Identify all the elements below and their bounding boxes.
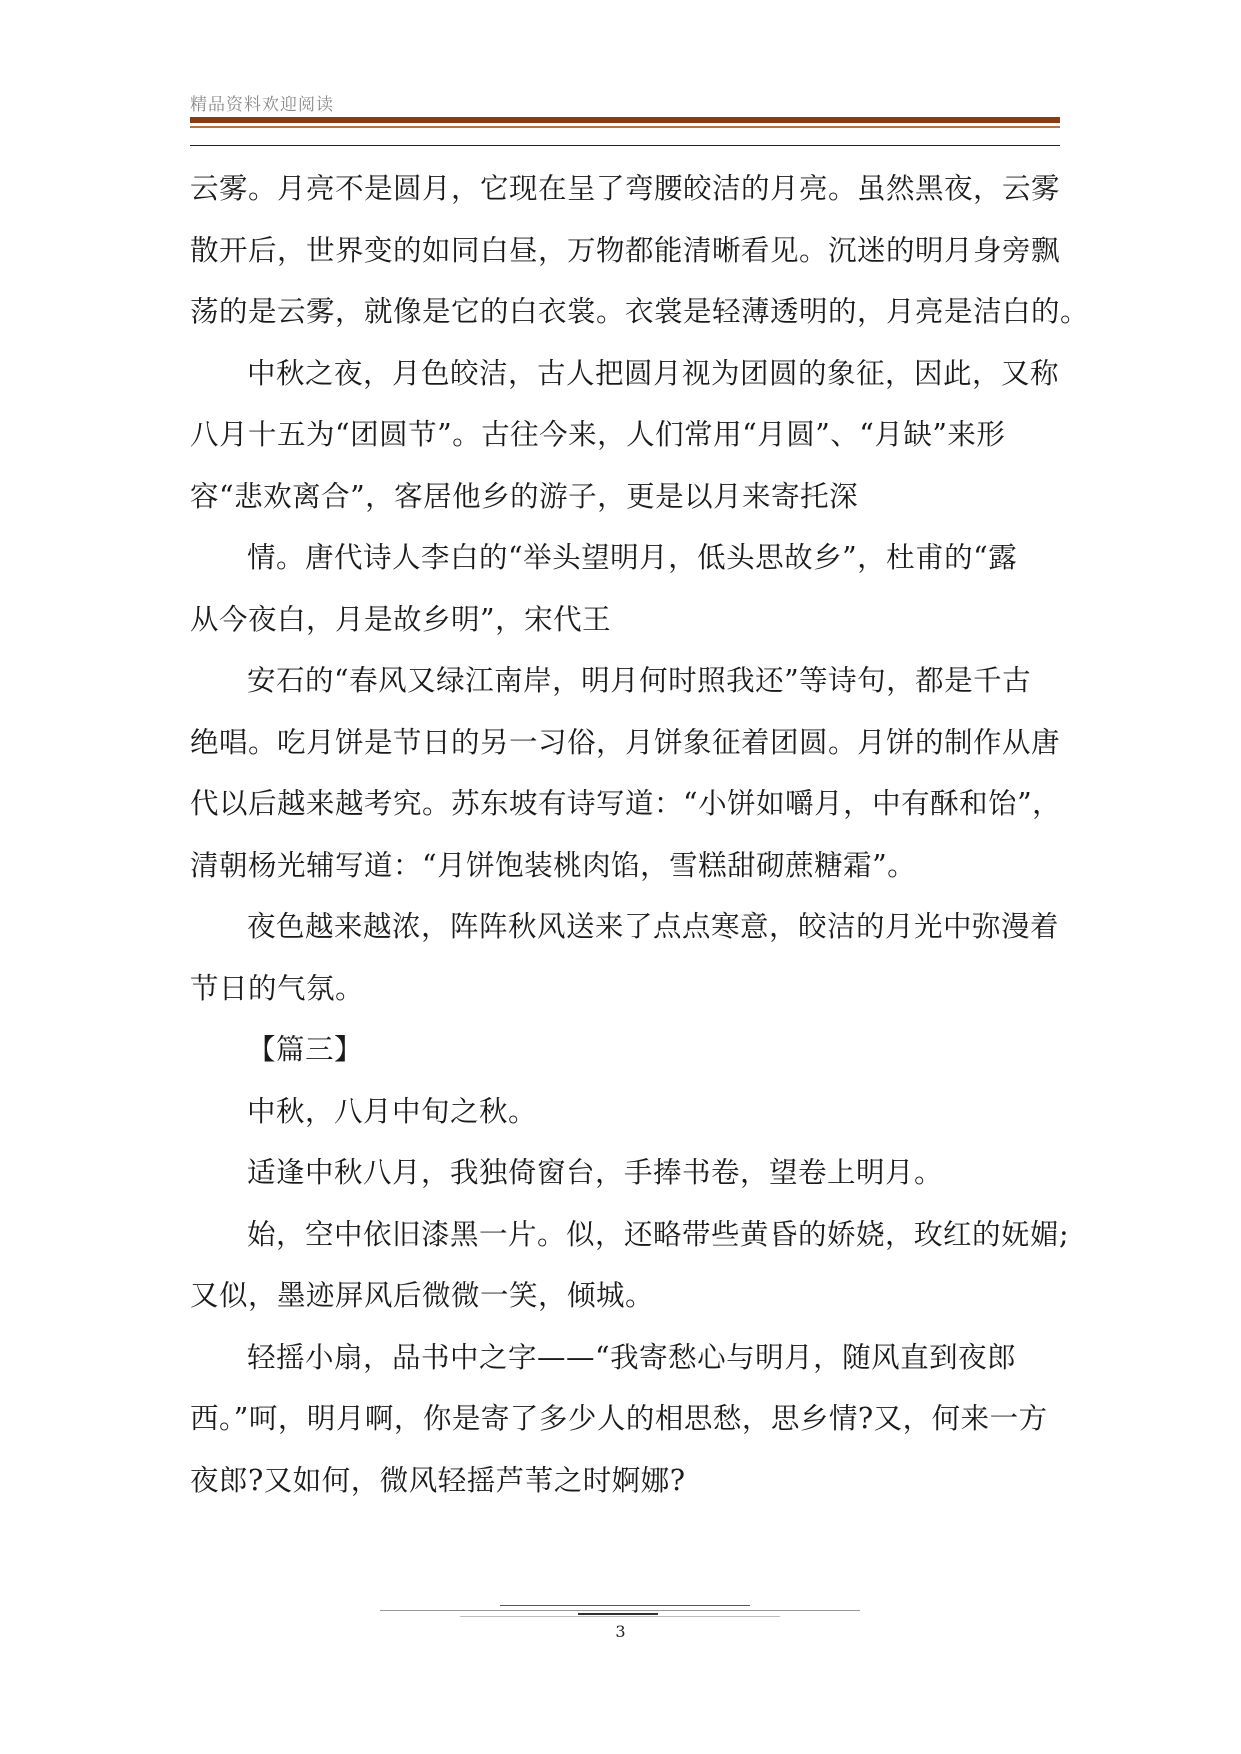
text-line: 代以后越来越考究。苏东坡有诗写道：“小饼如嚼月，中有酥和饴”， [190, 787, 1062, 820]
text-line: 云雾。月亮不是圆月，它现在呈了弯腰皎洁的月亮。虽然黑夜，云雾 [190, 172, 1061, 205]
header-rule-thick [190, 117, 1060, 123]
footer-rule [380, 1610, 860, 1611]
text-line: 荡的是云雾，就像是它的白衣裳。衣裳是轻薄透明的，月亮是洁白的。 [190, 295, 1090, 328]
text-line: 西。”呵，明月啊，你是寄了多少人的相思愁，思乡情?又，何来一方 [190, 1402, 1048, 1435]
text-line: 节日的气氛。 [190, 971, 365, 1005]
text-line: 中秋之夜，月色皎洁，古人把圆月视为团圆的象征，因此，又称 [247, 356, 1060, 390]
text-line: 轻摇小扇，品书中之字——“我寄愁心与明月，随风直到夜郎 [247, 1340, 1017, 1374]
text-line: 适逢中秋八月，我独倚窗台，手捧书卷，望卷上明月。 [247, 1156, 944, 1189]
text-line: 又似，墨迹屏风后微微一笑，倾城。 [190, 1279, 655, 1312]
footer-rule-short [500, 1605, 750, 1606]
text-line: 从今夜白，月是故乡明”，宋代王 [190, 602, 612, 636]
text-line: 清朝杨光辅写道：“月饼饱装桃肉馅，雪糕甜砌蔗糖霜”。 [190, 848, 917, 882]
text-line: 情。唐代诗人李白的“举头望明月，低头思故乡”，杜甫的“露 [247, 541, 1018, 574]
text-line: 散开后，世界变的如同白昼，万物都能清晰看见。沉迷的明月身旁飘 [190, 233, 1061, 267]
section-heading: 【篇三】 [247, 1033, 364, 1066]
text-line: 安石的“春风又绿江南岸，明月何时照我还”等诗句，都是千古 [247, 664, 1032, 697]
text-line: 始，空中依旧漆黑一片。似，还略带些黄昏的娇娆，玫红的妩媚; [247, 1217, 1070, 1251]
text-line: 夜郎?又如何，微风轻摇芦苇之时婀娜? [190, 1463, 686, 1497]
footer-rule-low [460, 1616, 780, 1617]
text-line: 容“悲欢离合”，客居他乡的游子，更是以月来寄托深 [190, 479, 859, 513]
header-rule-black [190, 145, 1060, 146]
footer-rule-center [578, 1613, 658, 1615]
page-number: 3 [615, 1622, 626, 1641]
text-line: 中秋，八月中旬之秋。 [247, 1094, 538, 1128]
document-body [190, 158, 1090, 1511]
header-rule-thin [190, 126, 1060, 128]
text-line: 绝唱。吃月饼是节日的另一习俗，月饼象征着团圆。月饼的制作从唐 [190, 725, 1061, 759]
text-line: 夜色越来越浓，阵阵秋风送来了点点寒意，皎洁的月光中弥漫着 [247, 910, 1060, 943]
text-line: 八月十五为“团圆节”。古往今来，人们常用“月圆”、“月缺”来形 [190, 418, 1006, 451]
header-title: 精品资料欢迎阅读 [190, 95, 334, 115]
